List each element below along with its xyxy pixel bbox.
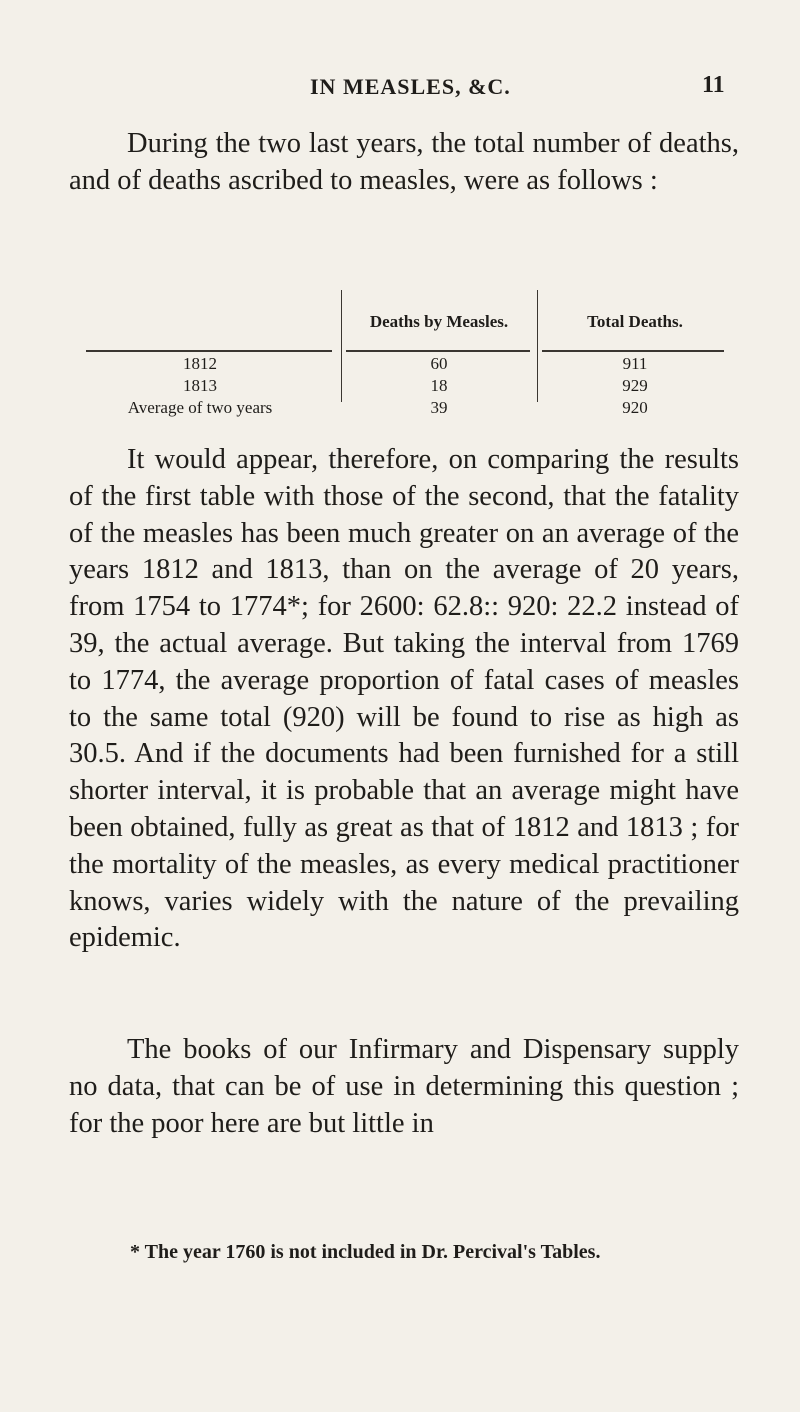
header-rule [346,350,530,352]
paragraph-analysis-text: It would appear, therefore, on comparing the results of the first table with those of the second, that the fatality of the measles has been much greater on an average of the years 1812 and 1813, than on the average of 20 years, from 1754 to 1774*; for 2600: 62.8:: 920: 22.2 instead of 39, the actual average. But taking the interval from 1769 to 1774, the average proportion of fatal cases of measles to the same total (920) will be found to rise as high as 30.5. And if the documents had been furnished for a still shorter interval, it is probable that an average might have been obtained, fully as great as that of 1812 and 1813 ; for the mortality of the measles, as every medical practitioner knows, varies widely with the nature of the prevailing epidemic. [69,444,739,954]
paragraph-analysis [69,442,739,957]
row-label: 1813 [183,376,217,395]
column-header-measles: Deaths by Measles. [369,312,509,331]
cell-total: 920 [622,398,648,417]
running-title: IN MEASLES, &C. [310,74,511,99]
header-rule [86,350,332,352]
cell-measles: 39 [430,398,448,417]
paragraph-books [69,1032,739,1142]
header-rule [542,350,724,352]
page-number: 11 [702,72,725,98]
cell-measles: 18 [430,376,448,395]
row-label: Average of two years [127,398,273,417]
paragraph-intro-text: During the two last years, the total number of deaths, and of deaths ascribed to measles, were as follows : [69,128,739,196]
paragraph-intro [69,126,739,200]
cell-total: 911 [622,354,648,373]
cell-measles: 60 [430,354,448,373]
paragraph-books-text: The books of our Infirmary and Dispensary supply no data, that can be of use in determining this question ; for the poor here are but little in [69,1034,739,1139]
footnote: * The year 1760 is not included in Dr. Percival's Tables. [130,1241,601,1263]
page-header [0,70,800,110]
cell-total: 929 [622,376,648,395]
row-label: 1812 [183,354,217,373]
column-header-total: Total Deaths. [587,312,683,331]
